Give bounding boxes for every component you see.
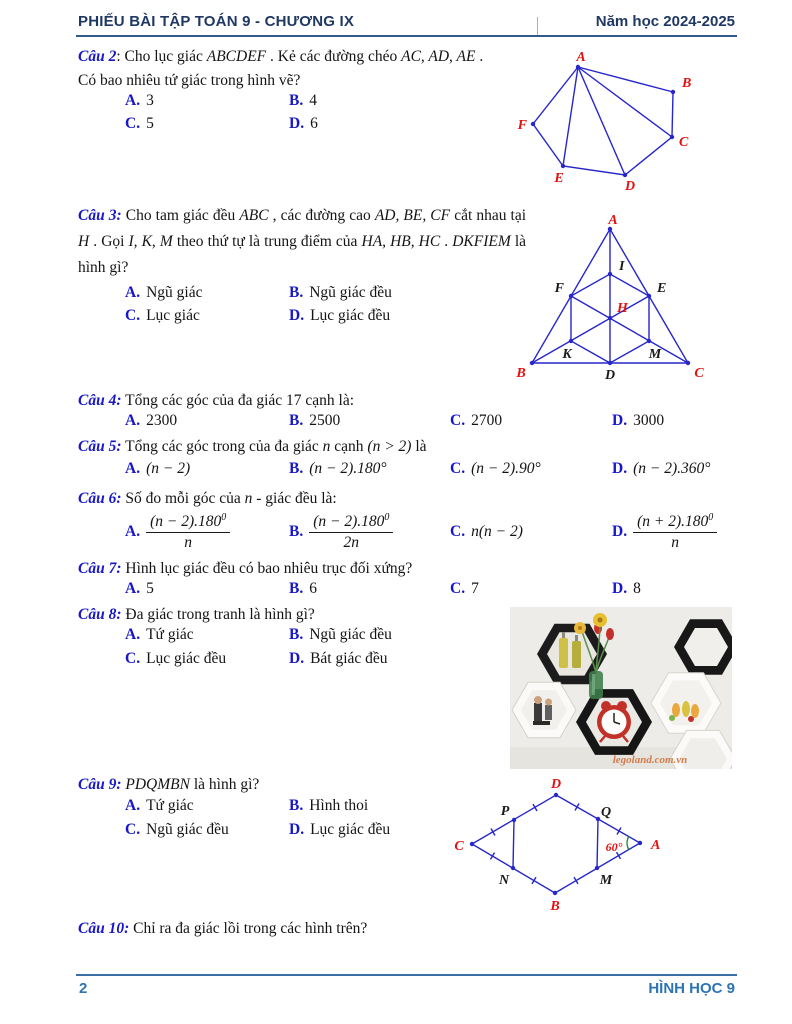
question-7-text: Câu 7: Hình lục giác đều có bao nhiêu trục đối xứng?: [78, 560, 413, 577]
point-label-e: E: [657, 281, 667, 296]
question-3-option-a: A. Ngũ giác: [125, 284, 203, 301]
question-5-options-row: [78, 460, 758, 483]
vertex-label-c: C: [679, 135, 689, 150]
question-4-option-a: A. 2300: [125, 412, 178, 429]
point-label-h: H: [617, 301, 628, 316]
vertex-label-a: A: [651, 838, 661, 853]
question-4-option-b: B. 2500: [289, 412, 341, 429]
question-4-options-row: [78, 412, 758, 435]
question-4-option-d: D. 3000: [612, 412, 665, 429]
question-5-option-c: C. (n − 2).90°: [450, 460, 541, 477]
question-5-option-d: D. (n − 2).360°: [612, 460, 711, 477]
question-9-option-a: A. Tứ giác: [125, 797, 194, 814]
question-6-text: Câu 6: Số đo mỗi góc của n - giác đều là:: [78, 490, 337, 507]
photo-hexagon-shelves: [510, 607, 732, 769]
point-label-i: I: [619, 259, 625, 274]
footer-page-number: 2: [79, 980, 88, 997]
point-label-k: K: [562, 347, 572, 362]
question-9-option-c: C. Ngũ giác đều: [125, 821, 229, 838]
question-10-label: Câu 10:: [78, 920, 130, 937]
question-2-line-2: Có bao nhiêu tứ giác trong hình vẽ?: [78, 72, 301, 89]
question-7-options-row: [78, 580, 758, 603]
question-9-option-d: D. Lục giác đều: [289, 821, 391, 838]
question-6-option-c: C. n(n − 2): [450, 523, 523, 540]
question-8-label: Câu 8:: [78, 606, 122, 623]
question-2-option-d: D. 6: [289, 115, 318, 132]
vertex-label-c: C: [694, 366, 704, 381]
header-divider: [537, 17, 538, 35]
angle-label: 60°: [605, 840, 623, 854]
question-8-option-d: D. Bát giác đều: [289, 650, 388, 667]
question-7-option-d: D. 8: [612, 580, 641, 597]
question-8-option-a: A. Tứ giác: [125, 626, 194, 643]
question-6-option-d: D. $\frac{(n + 2).180^0}{n}$: [612, 508, 717, 556]
fraction: $\frac{(n + 2).180^0}{n}$: [633, 512, 717, 552]
question-4-label: Câu 4:: [78, 392, 122, 409]
question-5-option-b: B. (n − 2).180°: [289, 460, 387, 477]
vertex-label-f: F: [517, 118, 527, 133]
vertex-label-a: A: [576, 50, 586, 65]
fraction: $\frac{(n - 2).180^0}{2n}$: [309, 512, 393, 552]
point-label-m: M: [648, 347, 662, 362]
point-label-q: Q: [600, 805, 612, 820]
question-10-text: Câu 10: Chỉ ra đa giác lồi trong các hình trên?: [78, 920, 368, 937]
angle-arc: [627, 837, 629, 850]
page-header-school-year: Năm học 2024-2025: [595, 13, 735, 30]
question-4-option-c: C. 2700: [450, 412, 503, 429]
point-label-d: D: [604, 368, 616, 383]
header-rule: [76, 35, 737, 37]
vertex-label-d: D: [550, 777, 562, 792]
question-9-text: Câu 9: PDQMBN là hình gì?: [78, 776, 260, 793]
question-9-label: Câu 9:: [78, 776, 122, 793]
question-7-option-c: C. 7: [450, 580, 479, 597]
question-8-option-c: C. Lục giác đều: [125, 650, 227, 667]
hexagon-abcdef-diagram: [505, 50, 715, 195]
question-6-option-a: A. $\frac{(n - 2).180^0}{n}$: [125, 508, 230, 556]
question-6-option-b: B. $\frac{(n - 2).180^0}{2n}$: [289, 508, 393, 556]
question-4-text: Câu 4: Tổng các góc của đa giác 17 cạnh là:: [78, 392, 355, 409]
point-label-n: N: [498, 873, 510, 888]
point-label-f: F: [554, 281, 564, 296]
photo-watermark: legoland.com.vn: [612, 754, 688, 766]
question-9-option-b: B. Hình thoi: [289, 797, 369, 814]
vertex-label-b: B: [516, 366, 526, 381]
question-3-text: Câu 3: Cho tam giác đều ABC , các đường cao AD, BE, CF cắt nhau tại H . Gọi I, K, M theo thứ tự là trung điểm của HA, HB, HC . DKFIEM là hình gì?: [78, 207, 527, 276]
fraction: $\frac{(n - 2).180^0}{n}$: [146, 512, 230, 552]
question-6-options-row: [78, 508, 758, 556]
question-7-option-a: A. 5: [125, 580, 154, 597]
question-7-label: Câu 7:: [78, 560, 122, 577]
question-3-option-d: D. Lục giác đều: [289, 307, 391, 324]
point-label-m: M: [599, 873, 613, 888]
page-header-title: PHIẾU BÀI TẬP TOÁN 9 - CHƯƠNG IX: [78, 13, 355, 30]
question-3-option-c: C. Lục giác: [125, 307, 200, 324]
rhombus-pdqmbn-diagram: [443, 772, 683, 914]
vertex-label-b: B: [550, 899, 560, 914]
question-2-line-1: Câu 2: Cho lục giác ABCDEF . Kẻ các đường chéo AC, AD, AE .: [78, 48, 484, 65]
question-2-option-c: C. 5: [125, 115, 154, 132]
question-3-option-b: B. Ngũ giác đều: [289, 284, 392, 301]
question-8-option-b: B. Ngũ giác đều: [289, 626, 392, 643]
question-3-label: Câu 3:: [78, 207, 122, 224]
question-2-option-b: B. 4: [289, 92, 317, 109]
vertex-label-d: D: [624, 179, 636, 194]
question-2-label: Câu 2: [78, 48, 117, 65]
question-8-text: Câu 8: Đa giác trong tranh là hình gì?: [78, 606, 315, 623]
vertex-label-e: E: [554, 171, 564, 186]
question-7-option-b: B. 6: [289, 580, 317, 597]
question-2-option-a: A. 3: [125, 92, 154, 109]
triangle-abc-diagram: [495, 212, 720, 384]
vertex-label-c: C: [454, 839, 464, 854]
vertex-label-a: A: [608, 213, 618, 228]
question-5-text: Câu 5: Tổng các góc trong của đa giác n cạnh (n > 2) là: [78, 438, 427, 455]
footer-subject: HÌNH HỌC 9: [648, 980, 735, 997]
vertex-label-b: B: [682, 76, 692, 91]
question-6-label: Câu 6:: [78, 490, 122, 507]
question-5-option-a: A. (n − 2): [125, 460, 191, 477]
footer-rule: [76, 974, 737, 976]
question-5-label: Câu 5:: [78, 438, 122, 455]
point-label-p: P: [500, 804, 510, 819]
